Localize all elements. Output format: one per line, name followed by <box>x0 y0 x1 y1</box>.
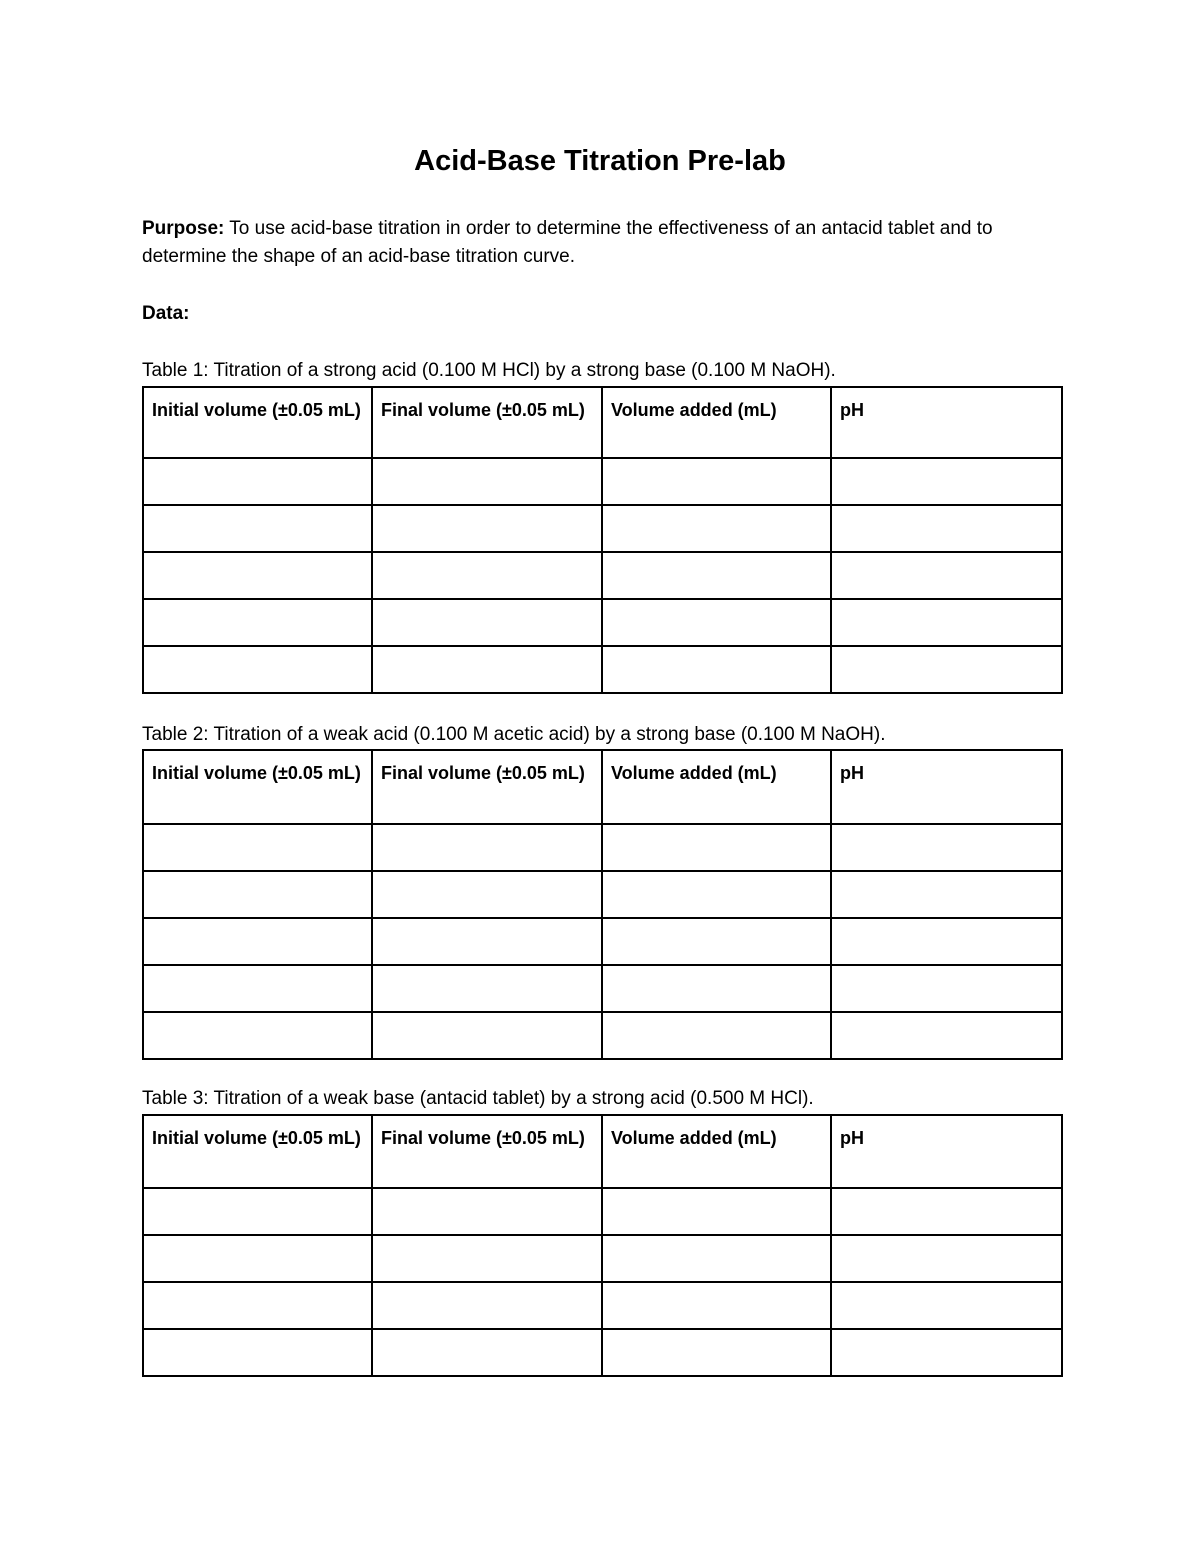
cell-final-volume[interactable] <box>372 646 602 693</box>
cell-final-volume[interactable] <box>372 1188 602 1235</box>
cell-ph[interactable] <box>831 918 1062 965</box>
table-row <box>143 824 1062 871</box>
cell-volume-added[interactable] <box>602 505 831 552</box>
header-initial-volume: Initial volume (±0.05 mL) <box>143 750 372 824</box>
table-row <box>143 552 1062 599</box>
cell-final-volume[interactable] <box>372 1282 602 1329</box>
cell-initial-volume[interactable] <box>143 1188 372 1235</box>
cell-ph[interactable] <box>831 824 1062 871</box>
cell-ph[interactable] <box>831 1188 1062 1235</box>
table-row <box>143 965 1062 1012</box>
table-1 <box>142 386 1063 694</box>
cell-ph[interactable] <box>831 505 1062 552</box>
header-initial-volume: Initial volume (±0.05 mL) <box>143 387 372 458</box>
cell-ph[interactable] <box>831 965 1062 1012</box>
header-ph: pH <box>831 750 1062 824</box>
table-row <box>143 1012 1062 1059</box>
cell-final-volume[interactable] <box>372 1012 602 1059</box>
cell-volume-added[interactable] <box>602 918 831 965</box>
header-final-volume: Final volume (±0.05 mL) <box>372 750 602 824</box>
header-final-volume: Final volume (±0.05 mL) <box>372 1115 602 1188</box>
cell-initial-volume[interactable] <box>143 1282 372 1329</box>
cell-volume-added[interactable] <box>602 1188 831 1235</box>
cell-ph[interactable] <box>831 1329 1062 1376</box>
cell-volume-added[interactable] <box>602 871 831 918</box>
cell-volume-added[interactable] <box>602 1282 831 1329</box>
cell-final-volume[interactable] <box>372 1235 602 1282</box>
cell-initial-volume[interactable] <box>143 965 372 1012</box>
page-title: Acid-Base Titration Pre-lab <box>414 145 786 177</box>
table-row <box>143 1282 1062 1329</box>
cell-final-volume[interactable] <box>372 824 602 871</box>
header-initial-volume: Initial volume (±0.05 mL) <box>143 1115 372 1188</box>
cell-initial-volume[interactable] <box>143 1329 372 1376</box>
table-3-caption: Table 3: Titration of a weak base (antacid tablet) by a strong acid (0.500 M HCl). <box>142 1088 814 1109</box>
data-label: Data: <box>142 303 190 324</box>
cell-final-volume[interactable] <box>372 871 602 918</box>
cell-ph[interactable] <box>831 599 1062 646</box>
cell-initial-volume[interactable] <box>143 1012 372 1059</box>
cell-initial-volume[interactable] <box>143 552 372 599</box>
cell-volume-added[interactable] <box>602 965 831 1012</box>
cell-final-volume[interactable] <box>372 965 602 1012</box>
cell-ph[interactable] <box>831 552 1062 599</box>
cell-final-volume[interactable] <box>372 1329 602 1376</box>
cell-volume-added[interactable] <box>602 824 831 871</box>
cell-ph[interactable] <box>831 1012 1062 1059</box>
header-final-volume: Final volume (±0.05 mL) <box>372 387 602 458</box>
table-2-caption: Table 2: Titration of a weak acid (0.100 M acetic acid) by a strong base (0.100 M NaOH). <box>142 724 886 745</box>
purpose-text: To use acid-base titration in order to determine the effectiveness of an antacid tablet and to determine the shape of an acid-base titration curve. <box>142 218 993 267</box>
cell-volume-added[interactable] <box>602 1012 831 1059</box>
purpose-paragraph <box>142 215 1072 271</box>
table-row <box>143 1188 1062 1235</box>
cell-initial-volume[interactable] <box>143 918 372 965</box>
table-header-row <box>143 750 1062 824</box>
table-row <box>143 1235 1062 1282</box>
cell-initial-volume[interactable] <box>143 646 372 693</box>
cell-initial-volume[interactable] <box>143 599 372 646</box>
table-2 <box>142 749 1063 1060</box>
cell-volume-added[interactable] <box>602 552 831 599</box>
cell-initial-volume[interactable] <box>143 871 372 918</box>
cell-ph[interactable] <box>831 1282 1062 1329</box>
cell-initial-volume[interactable] <box>143 1235 372 1282</box>
cell-volume-added[interactable] <box>602 458 831 505</box>
cell-initial-volume[interactable] <box>143 458 372 505</box>
cell-volume-added[interactable] <box>602 646 831 693</box>
table-header-row <box>143 1115 1062 1188</box>
cell-volume-added[interactable] <box>602 1329 831 1376</box>
cell-ph[interactable] <box>831 1235 1062 1282</box>
header-volume-added: Volume added (mL) <box>602 1115 831 1188</box>
cell-final-volume[interactable] <box>372 552 602 599</box>
cell-ph[interactable] <box>831 871 1062 918</box>
table-row <box>143 646 1062 693</box>
table-row <box>143 918 1062 965</box>
cell-initial-volume[interactable] <box>143 824 372 871</box>
table-1-caption: Table 1: Titration of a strong acid (0.100 M HCl) by a strong base (0.100 M NaOH). <box>142 360 836 381</box>
header-volume-added: Volume added (mL) <box>602 750 831 824</box>
header-ph: pH <box>831 1115 1062 1188</box>
cell-initial-volume[interactable] <box>143 505 372 552</box>
table-row <box>143 1329 1062 1376</box>
cell-volume-added[interactable] <box>602 599 831 646</box>
cell-ph[interactable] <box>831 458 1062 505</box>
cell-final-volume[interactable] <box>372 918 602 965</box>
table-3 <box>142 1114 1063 1377</box>
cell-final-volume[interactable] <box>372 458 602 505</box>
cell-ph[interactable] <box>831 646 1062 693</box>
header-volume-added: Volume added (mL) <box>602 387 831 458</box>
cell-final-volume[interactable] <box>372 599 602 646</box>
table-row <box>143 458 1062 505</box>
purpose-label: Purpose: <box>142 218 225 239</box>
table-row <box>143 599 1062 646</box>
cell-final-volume[interactable] <box>372 505 602 552</box>
header-ph: pH <box>831 387 1062 458</box>
table-row <box>143 871 1062 918</box>
table-header-row <box>143 387 1062 458</box>
cell-volume-added[interactable] <box>602 1235 831 1282</box>
table-row <box>143 505 1062 552</box>
